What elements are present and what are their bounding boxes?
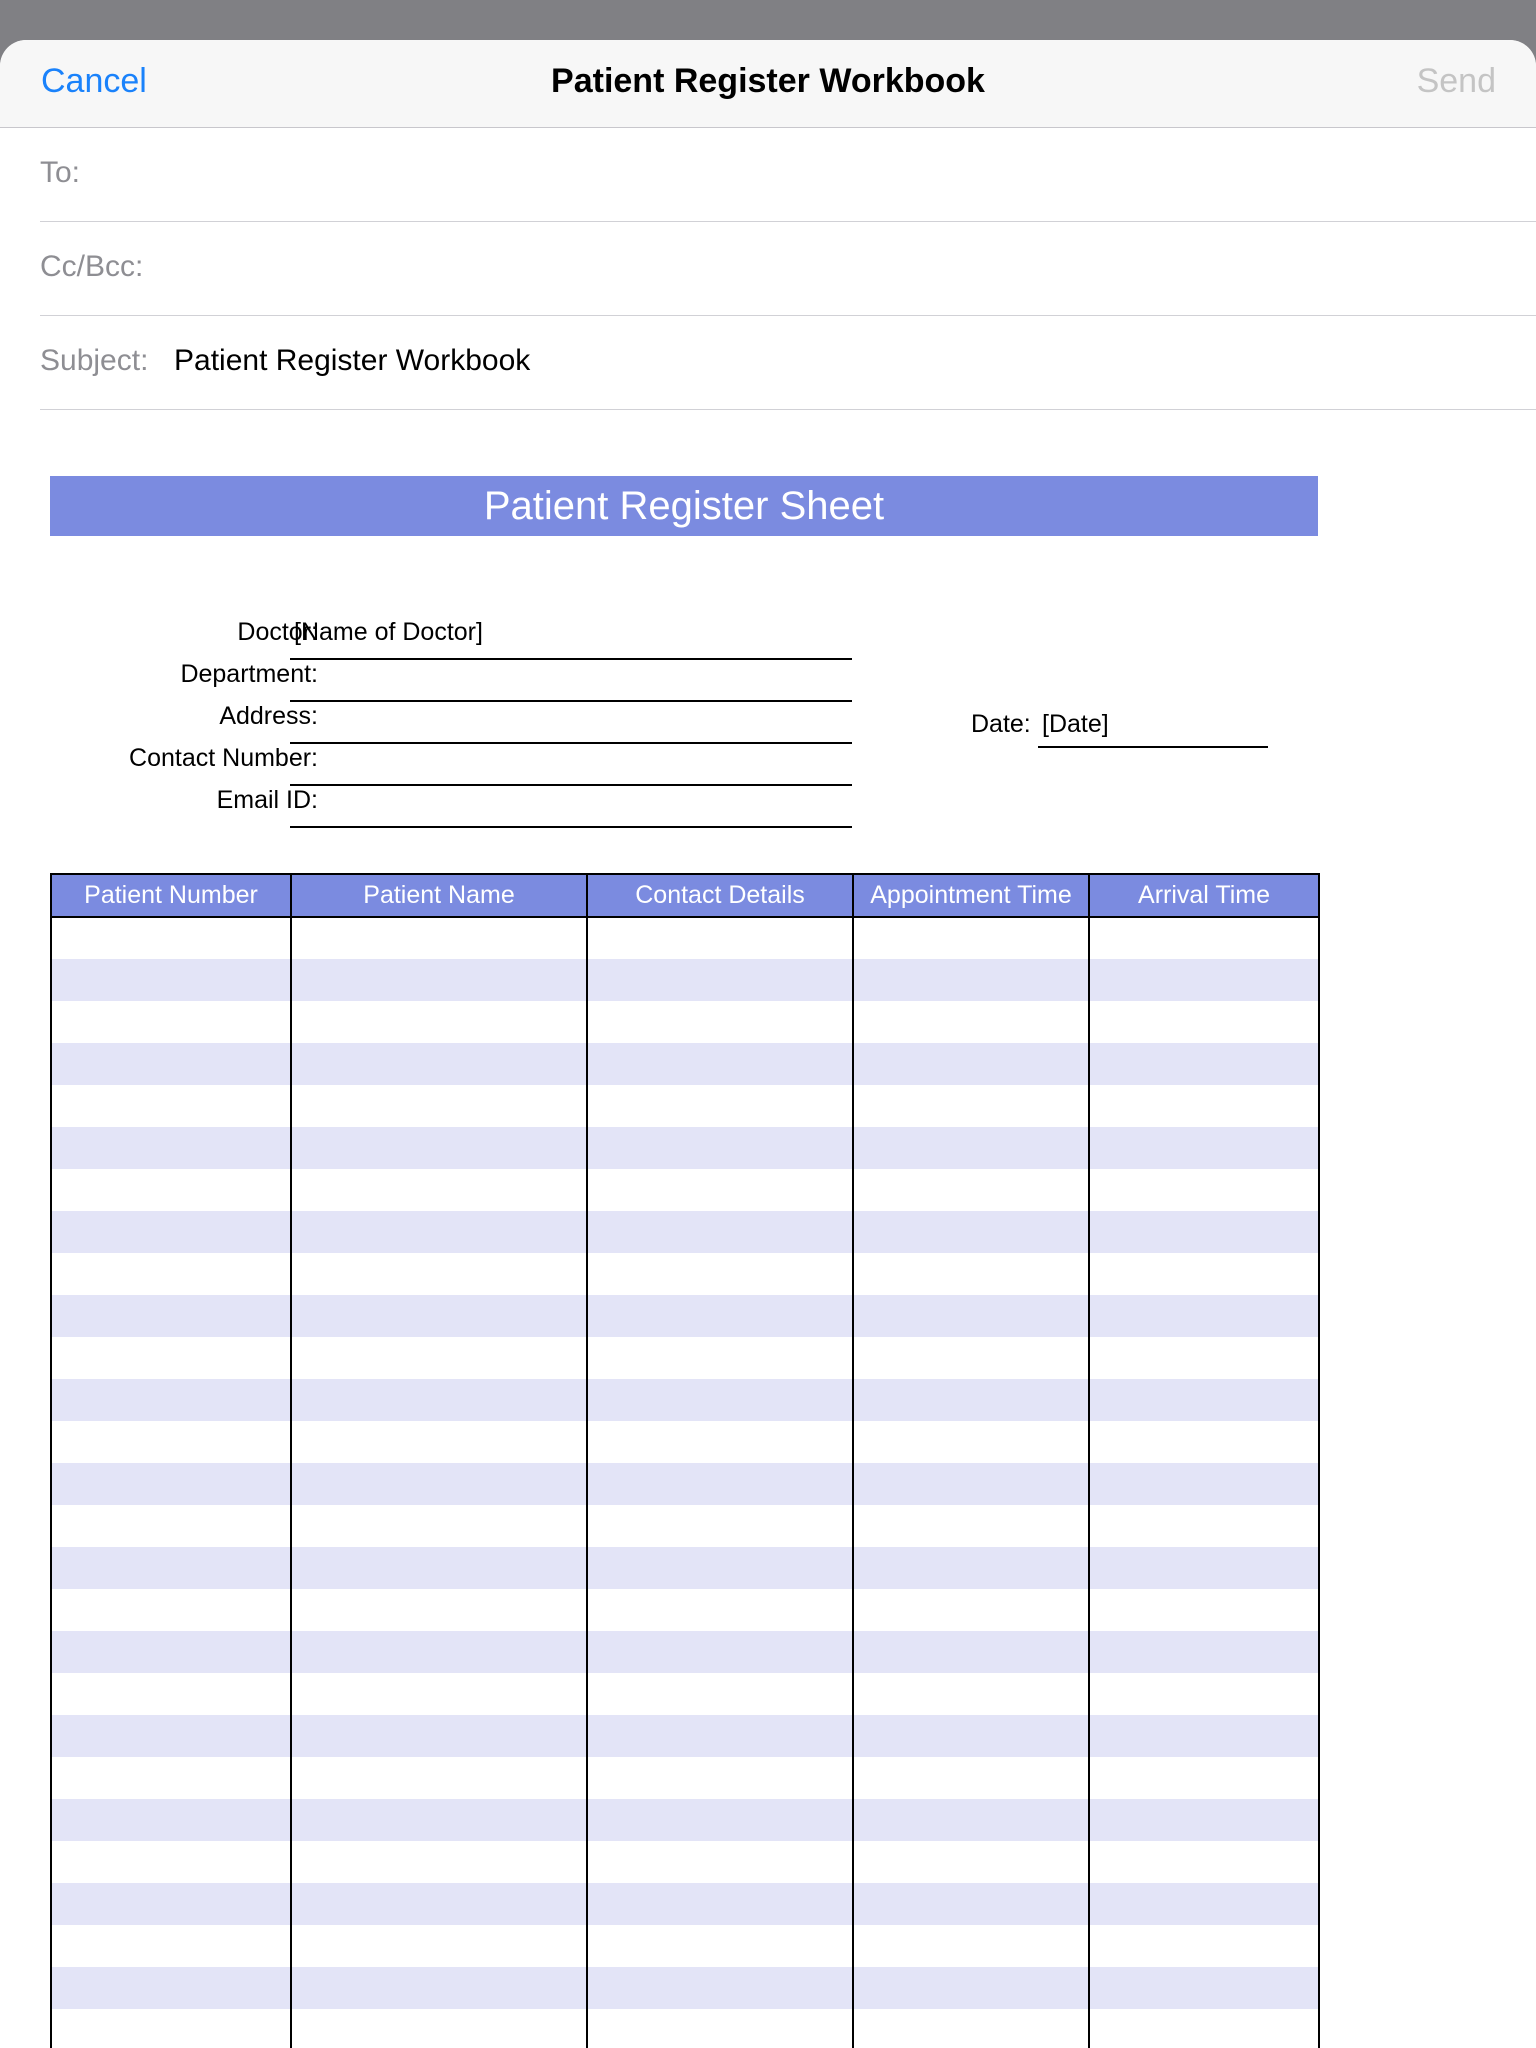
table-cell <box>1089 1547 1319 1589</box>
table-cell <box>51 1253 291 1295</box>
table-cell <box>1089 1169 1319 1211</box>
table-cell <box>51 1631 291 1673</box>
table-cell <box>291 1169 587 1211</box>
table-cell <box>51 1883 291 1925</box>
table-cell <box>853 2009 1089 2048</box>
table-cell <box>1089 1337 1319 1379</box>
patient-register-table <box>50 873 1320 2048</box>
table-row <box>51 2009 1319 2048</box>
table-row <box>51 1589 1319 1631</box>
table-cell <box>853 1715 1089 1757</box>
table-row <box>51 1127 1319 1169</box>
table-cell <box>853 1295 1089 1337</box>
table-cell <box>51 1673 291 1715</box>
table-cell <box>291 1421 587 1463</box>
table-cell <box>291 1505 587 1547</box>
contact-number-underline <box>290 784 852 786</box>
table-cell <box>587 1253 853 1295</box>
date-value: [Date] <box>1042 710 1109 738</box>
table-row <box>51 1757 1319 1799</box>
subject-input[interactable]: Patient Register Workbook <box>174 344 531 377</box>
to-input[interactable] <box>94 148 1516 200</box>
table-cell <box>853 1001 1089 1043</box>
table-cell <box>1089 1883 1319 1925</box>
table-cell <box>853 1463 1089 1505</box>
table-cell <box>1089 1757 1319 1799</box>
table-cell <box>291 1967 587 2009</box>
table-row <box>51 1505 1319 1547</box>
table-cell <box>291 1757 587 1799</box>
table-row <box>51 1463 1319 1505</box>
table-cell <box>1089 1925 1319 1967</box>
table-cell <box>587 1211 853 1253</box>
cc-bcc-field-row <box>40 222 1536 316</box>
table-row <box>51 1547 1319 1589</box>
doctor-label: Doctor: <box>237 618 318 646</box>
table-cell <box>1089 1673 1319 1715</box>
table-cell <box>51 1841 291 1883</box>
table-row <box>51 1211 1319 1253</box>
table-cell <box>1089 1421 1319 1463</box>
table-cell <box>853 959 1089 1001</box>
table-cell <box>291 959 587 1001</box>
table-cell <box>291 2009 587 2048</box>
nav-bar <box>0 40 1536 128</box>
table-row <box>51 1925 1319 1967</box>
table-cell <box>291 1883 587 1925</box>
table-cell <box>1089 1085 1319 1127</box>
table-cell <box>51 1001 291 1043</box>
table-cell <box>51 1463 291 1505</box>
address-underline <box>290 742 852 744</box>
subject-label: Subject: <box>40 344 149 377</box>
table-cell <box>291 1379 587 1421</box>
table-cell <box>587 1841 853 1883</box>
contact-number-label: Contact Number: <box>129 744 318 772</box>
table-cell <box>51 1295 291 1337</box>
table-cell <box>853 1337 1089 1379</box>
department-underline <box>290 700 852 702</box>
table-cell <box>853 1127 1089 1169</box>
table-cell <box>51 1421 291 1463</box>
table-cell <box>291 1211 587 1253</box>
table-header-row <box>51 874 1319 917</box>
col-header-contact-details: Contact Details <box>587 874 853 917</box>
table-cell <box>587 1169 853 1211</box>
to-field-row <box>40 128 1536 222</box>
table-cell <box>291 1127 587 1169</box>
cc-bcc-input[interactable] <box>154 242 1516 294</box>
to-label: To: <box>40 156 81 189</box>
table-cell <box>1089 1841 1319 1883</box>
table-cell <box>291 1253 587 1295</box>
table-cell <box>853 1043 1089 1085</box>
table-cell <box>853 917 1089 959</box>
table-row <box>51 1841 1319 1883</box>
address-label: Address: <box>219 702 318 730</box>
table-cell <box>51 1169 291 1211</box>
table-cell <box>853 1085 1089 1127</box>
col-header-patient-name: Patient Name <box>291 874 587 917</box>
table-cell <box>51 959 291 1001</box>
table-cell <box>291 1925 587 1967</box>
department-label: Department: <box>180 660 318 688</box>
table-cell <box>1089 917 1319 959</box>
table-row <box>51 1379 1319 1421</box>
cc-bcc-label: Cc/Bcc: <box>40 250 144 283</box>
table-cell <box>587 1421 853 1463</box>
table-cell <box>51 1127 291 1169</box>
table-cell <box>291 1547 587 1589</box>
table-cell <box>1089 2009 1319 2048</box>
table-cell <box>853 1799 1089 1841</box>
table-cell <box>853 1631 1089 1673</box>
table-cell <box>1089 1967 1319 2009</box>
table-row <box>51 1967 1319 2009</box>
table-cell <box>51 2009 291 2048</box>
table-cell <box>853 1211 1089 1253</box>
table-cell <box>291 1463 587 1505</box>
mail-compose-sheet <box>0 40 1536 2048</box>
table-cell <box>291 1337 587 1379</box>
table-cell <box>1089 1001 1319 1043</box>
table-cell <box>853 1673 1089 1715</box>
table-cell <box>587 1463 853 1505</box>
table-cell <box>51 1085 291 1127</box>
send-button[interactable]: Send <box>1416 62 1496 100</box>
col-header-arrival-time: Arrival Time <box>1089 874 1319 917</box>
table-cell <box>51 1043 291 1085</box>
cancel-button[interactable]: Cancel <box>41 62 147 100</box>
table-row <box>51 1799 1319 1841</box>
table-cell <box>587 917 853 959</box>
table-cell <box>587 2009 853 2048</box>
table-cell <box>853 1589 1089 1631</box>
table-cell <box>853 1841 1089 1883</box>
table-row <box>51 1673 1319 1715</box>
table-cell <box>1089 1379 1319 1421</box>
table-cell <box>51 1757 291 1799</box>
table-cell <box>1089 1505 1319 1547</box>
table-cell <box>853 1253 1089 1295</box>
table-cell <box>1089 1589 1319 1631</box>
table-cell <box>291 1841 587 1883</box>
table-row <box>51 917 1319 959</box>
sheet-title: Patient Register Sheet <box>50 476 1318 536</box>
table-row <box>51 1085 1319 1127</box>
doctor-value: [Name of Doctor] <box>294 618 483 646</box>
col-header-patient-number: Patient Number <box>51 874 291 917</box>
date-label: Date: <box>971 710 1031 738</box>
table-cell <box>1089 1715 1319 1757</box>
table-cell <box>587 1295 853 1337</box>
email-label: Email ID: <box>216 786 318 814</box>
table-row <box>51 1715 1319 1757</box>
table-cell <box>853 1379 1089 1421</box>
table-cell <box>587 1715 853 1757</box>
table-cell <box>51 1799 291 1841</box>
table-row <box>51 1631 1319 1673</box>
table-cell <box>51 1925 291 1967</box>
table-cell <box>291 1799 587 1841</box>
table-cell <box>587 1505 853 1547</box>
table-cell <box>291 1085 587 1127</box>
table-cell <box>291 917 587 959</box>
table-cell <box>853 1547 1089 1589</box>
table-cell <box>853 1925 1089 1967</box>
table-row <box>51 959 1319 1001</box>
table-cell <box>1089 1211 1319 1253</box>
table-cell <box>853 1169 1089 1211</box>
table-cell <box>51 1589 291 1631</box>
doctor-underline <box>290 658 852 660</box>
table-cell <box>51 917 291 959</box>
table-row <box>51 1295 1319 1337</box>
table-cell <box>587 1673 853 1715</box>
table-cell <box>587 1001 853 1043</box>
table-cell <box>853 1757 1089 1799</box>
table-cell <box>587 1589 853 1631</box>
table-cell <box>1089 1631 1319 1673</box>
table-cell <box>587 1337 853 1379</box>
table-row <box>51 1883 1319 1925</box>
table-cell <box>587 1547 853 1589</box>
subject-field-row <box>40 316 1536 410</box>
table-cell <box>853 1967 1089 2009</box>
col-header-appointment-time: Appointment Time <box>853 874 1089 917</box>
table-cell <box>291 1715 587 1757</box>
table-cell <box>1089 1295 1319 1337</box>
date-underline <box>1038 746 1268 748</box>
table-cell <box>587 1379 853 1421</box>
table-row <box>51 1337 1319 1379</box>
table-cell <box>587 1127 853 1169</box>
table-cell <box>1089 1253 1319 1295</box>
table-cell <box>51 1379 291 1421</box>
table-body <box>51 917 1319 2048</box>
table-cell <box>853 1883 1089 1925</box>
table-cell <box>587 1799 853 1841</box>
table-cell <box>51 1337 291 1379</box>
table-cell <box>51 1547 291 1589</box>
table-cell <box>1089 959 1319 1001</box>
table-cell <box>1089 1799 1319 1841</box>
table-cell <box>1089 1043 1319 1085</box>
table-cell <box>291 1043 587 1085</box>
table-cell <box>587 1043 853 1085</box>
table-cell <box>587 1925 853 1967</box>
table-cell <box>1089 1127 1319 1169</box>
table-cell <box>51 1715 291 1757</box>
table-row <box>51 1001 1319 1043</box>
table-cell <box>587 1085 853 1127</box>
table-cell <box>853 1421 1089 1463</box>
table-row <box>51 1169 1319 1211</box>
table-row <box>51 1421 1319 1463</box>
table-cell <box>291 1589 587 1631</box>
table-cell <box>51 1211 291 1253</box>
table-cell <box>1089 1463 1319 1505</box>
table-cell <box>587 1967 853 2009</box>
table-row <box>51 1253 1319 1295</box>
table-cell <box>587 1631 853 1673</box>
table-cell <box>51 1505 291 1547</box>
nav-title: Patient Register Workbook <box>551 62 985 100</box>
table-cell <box>51 1967 291 2009</box>
table-cell <box>291 1001 587 1043</box>
table-cell <box>291 1295 587 1337</box>
table-cell <box>853 1505 1089 1547</box>
table-cell <box>291 1631 587 1673</box>
table-cell <box>587 959 853 1001</box>
table-cell <box>291 1673 587 1715</box>
email-underline <box>290 826 852 828</box>
table-cell <box>587 1883 853 1925</box>
table-row <box>51 1043 1319 1085</box>
table-cell <box>587 1757 853 1799</box>
